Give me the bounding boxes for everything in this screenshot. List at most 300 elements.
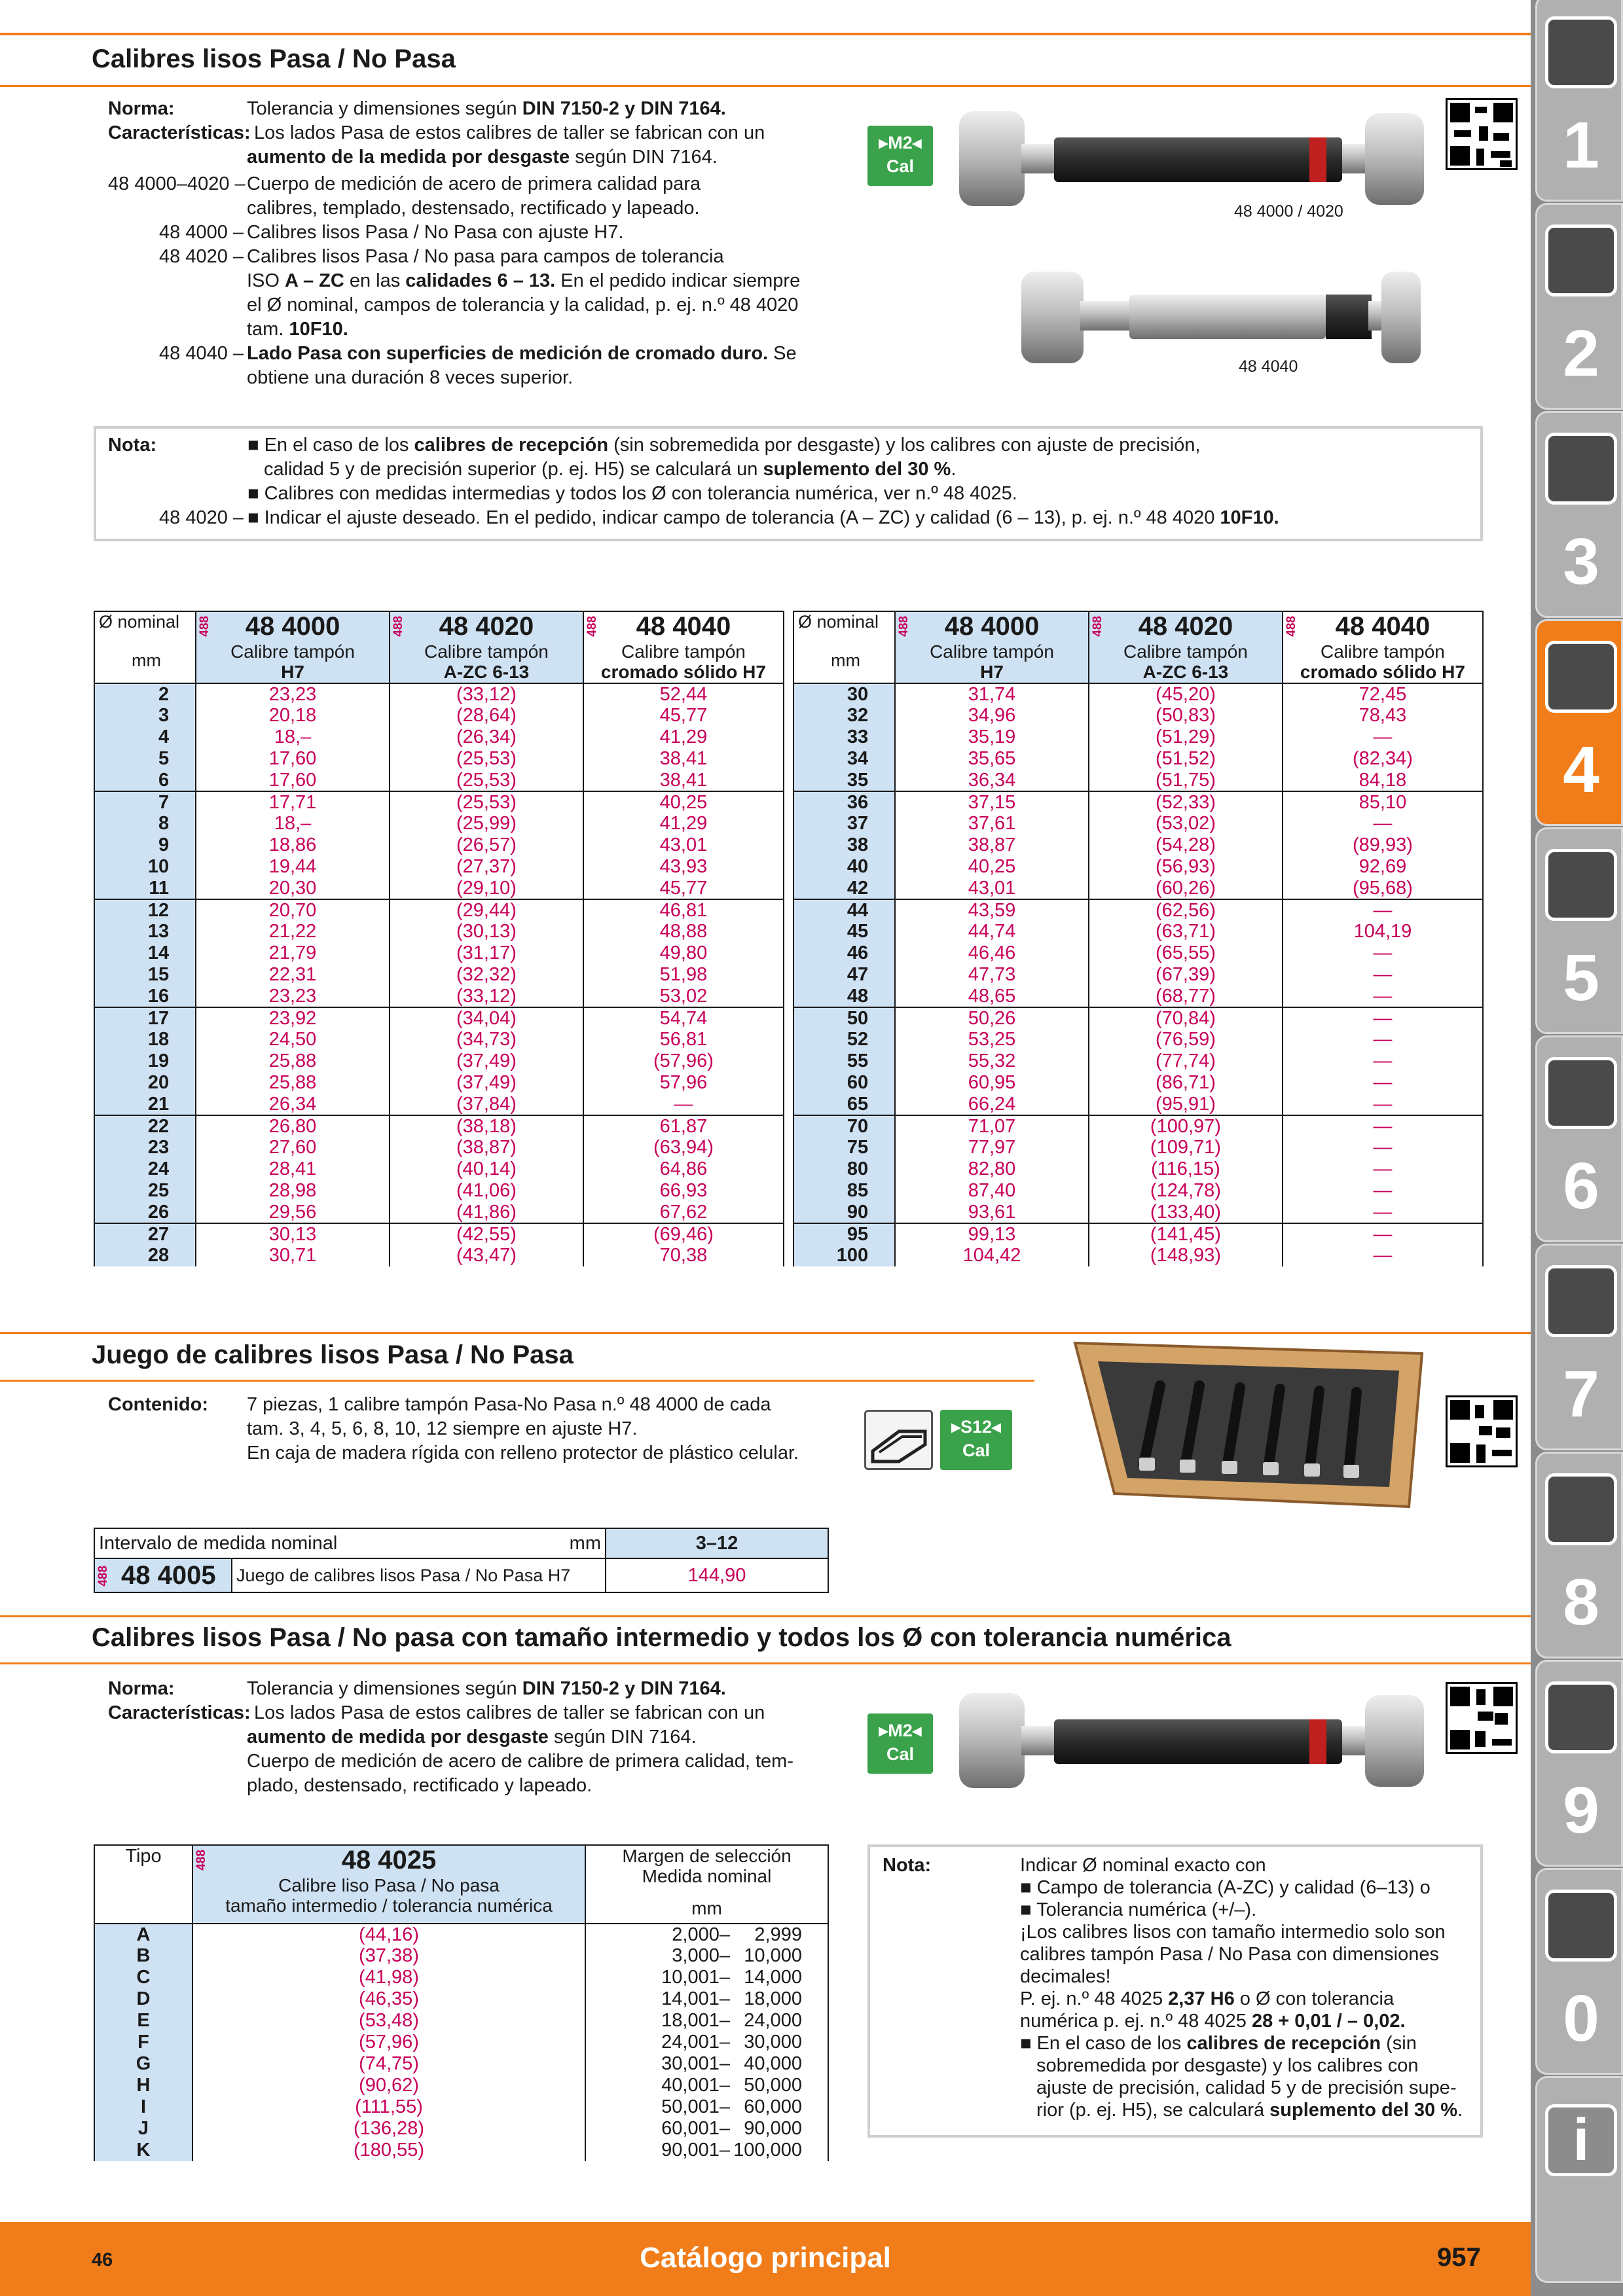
nominal-size: 19 (94, 1050, 196, 1072)
table-row (793, 813, 1483, 834)
price-484000: 37,61 (895, 813, 1089, 834)
price-484020: (26,57) (390, 834, 583, 856)
table-row (94, 1924, 828, 1945)
chapter-icon (1545, 1057, 1617, 1129)
range-from: 40,001– (661, 2075, 730, 2096)
header-margin (585, 1845, 828, 1924)
nominal-size: 14 (94, 942, 196, 964)
table-row (793, 726, 1483, 748)
r3-l1: Calibres lisos Pasa / No pasa para campos de tolerancia (247, 246, 724, 267)
price-484000: 37,15 (895, 791, 1089, 813)
price-484020: (148,93) (1089, 1245, 1283, 1266)
price-484040: (57,96) (583, 1050, 784, 1072)
price-484000: 17,71 (196, 791, 390, 813)
nominal-size: 45 (793, 921, 895, 942)
range-from: 14,001– (661, 1988, 730, 2009)
price-484020: (124,78) (1089, 1180, 1283, 1202)
price-484000: 38,87 (895, 834, 1089, 856)
price-484040: — (1283, 1050, 1483, 1072)
s3-car-l2: aumento de medida por desgaste según DIN 7164. (247, 1727, 697, 1748)
nominal-size: 70 (793, 1115, 895, 1137)
price-484000: 71,07 (895, 1115, 1089, 1137)
nominal-size: 32 (793, 705, 895, 726)
header-484020 (1089, 611, 1283, 683)
price-484025: (57,96) (192, 2032, 585, 2053)
price-484000: 30,13 (196, 1223, 390, 1245)
set-table-h1: Intervalo de medida nominal (94, 1528, 505, 1558)
price-484040: — (1283, 813, 1483, 834)
header-sub1: Calibre tampón (1123, 641, 1248, 662)
price-484020: (37,49) (390, 1050, 583, 1072)
header-code: 48 4000 (944, 612, 1040, 641)
price-484000: 17,60 (196, 748, 390, 770)
table-row (793, 834, 1483, 856)
range (585, 2118, 828, 2140)
plug-gauge-chrome-image (1018, 265, 1424, 370)
table-row (94, 1072, 784, 1094)
header-margin-1: Margen de selección (622, 1846, 792, 1866)
header-sub2: H7 (980, 662, 1004, 682)
nominal-size: 11 (94, 878, 196, 899)
nominal-size: 30 (793, 683, 895, 705)
price-484000: 27,60 (196, 1137, 390, 1158)
nominal-size: 37 (793, 813, 895, 834)
header-sub1: Calibre tampón (621, 641, 746, 662)
s3-note-n3: ■ Tolerancia numérica (+/–). (1020, 1899, 1257, 1920)
r3-l2d: calidades 6 – 13. (405, 270, 556, 291)
price-484040: 43,93 (583, 856, 784, 878)
price-484000: 82,80 (895, 1158, 1089, 1180)
intermediate-gauge-image (956, 1690, 1427, 1795)
price-484040: — (1283, 1180, 1483, 1202)
header-484040 (583, 611, 784, 683)
price-484020: (31,17) (390, 942, 583, 964)
table-row (793, 942, 1483, 964)
car-line2-rest: según DIN 7164. (570, 147, 718, 168)
price-484040: 40,25 (583, 791, 784, 813)
table-row (793, 899, 1483, 921)
tipo: I (94, 2096, 192, 2118)
chapter-icon (1545, 1890, 1617, 1962)
price-484000: 31,74 (895, 683, 1089, 705)
table-row (94, 1988, 828, 2010)
price-484040: — (1283, 986, 1483, 1007)
r3-l2b: A – ZC (285, 270, 344, 291)
chapter-tab-8[interactable] (1535, 1452, 1623, 1659)
header-sub2: tamaño intermedio / tolerancia numérica (225, 1895, 553, 1916)
table-row (94, 899, 784, 921)
price-484020: (133,40) (1089, 1202, 1283, 1223)
price-484000: 17,60 (196, 770, 390, 791)
price-484020: (33,12) (390, 986, 583, 1007)
header-sub1: Calibre liso Pasa / No pasa (278, 1875, 500, 1895)
table-row (94, 748, 784, 770)
qr-code-2[interactable] (1446, 1395, 1518, 1467)
r2-l1: Calibres lisos Pasa / No Pasa con ajuste H7. (247, 222, 624, 243)
price-484020: (63,71) (1089, 921, 1283, 942)
price-484040: — (1283, 1137, 1483, 1158)
chapter-tab-i[interactable] (1535, 2076, 1623, 2283)
table-row (94, 770, 784, 791)
table-row (94, 1967, 828, 1988)
price-484025: (74,75) (192, 2053, 585, 2075)
package-cal: Cal (886, 156, 915, 176)
nominal-size: 27 (94, 1223, 196, 1245)
nominal-size: 10 (94, 856, 196, 878)
price-484040: 84,18 (1283, 770, 1483, 791)
r4-l1 (247, 342, 797, 366)
s3-car-label: Características: (108, 1702, 251, 1723)
price-484040: (89,93) (1283, 834, 1483, 856)
price-484040: 41,29 (583, 726, 784, 748)
price-484000: 77,97 (895, 1137, 1089, 1158)
nominal-size: 23 (94, 1137, 196, 1158)
chapter-icon (1545, 1681, 1617, 1753)
top-rule (0, 33, 1531, 35)
price-484040: 51,98 (583, 964, 784, 986)
tag-488: 488 (1284, 616, 1298, 637)
nominal-size: 16 (94, 986, 196, 1007)
price-484000: 19,44 (196, 856, 390, 878)
header-sub1: Calibre tampón (424, 641, 549, 662)
table-row (94, 1245, 784, 1266)
set-table-h3: 3–12 (606, 1528, 828, 1558)
tipo: E (94, 2010, 192, 2032)
chapter-number: 4 (1563, 733, 1599, 806)
price-484040: — (1283, 1072, 1483, 1094)
price-484020: (34,04) (390, 1007, 583, 1029)
price-484020: (41,06) (390, 1180, 583, 1202)
tipo: B (94, 1945, 192, 1967)
header-mm-label: mm (132, 651, 161, 670)
price-484020: (77,74) (1089, 1050, 1283, 1072)
r3-code: 48 4020 – (159, 246, 244, 267)
nominal-size: 9 (94, 834, 196, 856)
table-row (793, 1029, 1483, 1050)
price-484025: (180,55) (192, 2140, 585, 2161)
price-484000: 30,71 (196, 1245, 390, 1266)
price-484040: 61,87 (583, 1115, 784, 1137)
table-row (94, 1223, 784, 1245)
price-table-left (94, 611, 784, 1266)
header-mm: mm (691, 1898, 722, 1918)
price-484040: — (1283, 942, 1483, 964)
chapter-tab-2[interactable] (1535, 203, 1623, 410)
price-484040: — (1283, 1094, 1483, 1115)
header-code: 48 4000 (245, 612, 340, 641)
note-item1-line2: calidad 5 y de precisión superior (p. ej. H5) se calculará un suplemento del 30 %. (264, 459, 957, 480)
chapter-number: 5 (1563, 941, 1599, 1014)
chapter-tab-1[interactable] (1535, 0, 1623, 202)
nominal-size: 100 (793, 1245, 895, 1266)
section-title: Calibres lisos Pasa / No Pasa (92, 45, 456, 73)
content-l2: tam. 3, 4, 5, 6, 8, 10, 12 siempre en ajuste H7. (247, 1418, 638, 1439)
nominal-size: 25 (94, 1180, 196, 1202)
nominal-size: 18 (94, 1029, 196, 1050)
price-484040: 92,69 (1283, 856, 1483, 878)
price-484040: (82,34) (1283, 748, 1483, 770)
section3-title: Calibres lisos Pasa / No pasa con tamaño intermedio y todos los Ø con tolerancia numérica (92, 1623, 1231, 1652)
s3-note-n8: numérica p. ej. n.º 48 4025 28 + 0,01 / – 0,02. (1020, 2011, 1406, 2032)
table-row (793, 1094, 1483, 1115)
chapter-tab-5[interactable] (1535, 827, 1623, 1034)
nominal-size: 38 (793, 834, 895, 856)
header-nominal (94, 611, 196, 683)
price-484000: 25,88 (196, 1072, 390, 1094)
range (585, 2075, 828, 2096)
price-484040: 46,81 (583, 899, 784, 921)
price-484040: 49,80 (583, 942, 784, 964)
nominal-size: 50 (793, 1007, 895, 1029)
table-row (94, 726, 784, 748)
price-484020: (56,93) (1089, 856, 1283, 878)
nominal-size: 90 (793, 1202, 895, 1223)
price-484040: 43,01 (583, 834, 784, 856)
qr-code-3[interactable] (1446, 1682, 1518, 1754)
range (585, 2140, 828, 2161)
s3-note-n10: sobremedida por desgaste) y los calibres con (1036, 2055, 1419, 2076)
s3-norma-text: Tolerancia y dimensiones según DIN 7150-2 y DIN 7164. (247, 1678, 726, 1699)
range-from: 10,001– (661, 1967, 730, 1988)
price-484020: (51,29) (1089, 726, 1283, 748)
price-484000: 21,22 (196, 921, 390, 942)
range-from: 24,001– (661, 2032, 730, 2053)
r4-code: 48 4040 – (159, 343, 244, 364)
section2-title: Juego de calibres lisos Pasa / No Pasa (92, 1340, 574, 1369)
price-484000: 18,– (196, 726, 390, 748)
price-484040: — (1283, 1007, 1483, 1029)
table-row (793, 791, 1483, 813)
nominal-size: 3 (94, 705, 196, 726)
image1-caption: 48 4000 / 4020 (1234, 202, 1343, 221)
price-484040: 53,02 (583, 986, 784, 1007)
footer-title: Catálogo principal (640, 2242, 891, 2274)
note-item3: ■ Indicar el ajuste deseado. En el pedido, indicar campo de tolerancia (A – ZC) y calidad (6 – 13), p. ej. n.º 48 4020 10F10. (247, 507, 1279, 528)
price-484000: 66,24 (895, 1094, 1089, 1115)
price-484040: — (1283, 899, 1483, 921)
nominal-size: 85 (793, 1180, 895, 1202)
table-row (94, 1029, 784, 1050)
r3-l2c: en las (344, 270, 406, 291)
note-item1-line1: ■ En el caso de los calibres de recepción (sin sobremedida por desgaste) y los calibres con ajuste de precisión, (247, 435, 1201, 456)
header-nominal-label: Ø nominal (798, 612, 879, 632)
package-code-2: ▸S12◂ (951, 1417, 1001, 1437)
range-from: 30,001– (661, 2053, 730, 2074)
table-row (94, 964, 784, 986)
footer-left-page: 46 (92, 2250, 113, 2270)
nominal-size: 2 (94, 683, 196, 705)
s3-note-n9: ■ En el caso de los calibres de recepción (sin (1020, 2033, 1417, 2054)
price-484040: 52,44 (583, 683, 784, 705)
nominal-size: 80 (793, 1158, 895, 1180)
range-to: 40,000 (744, 2053, 802, 2074)
range (585, 1945, 828, 1967)
chapter-tab-3[interactable] (1535, 411, 1623, 618)
set-table-code: 488 48 4005 (94, 1558, 232, 1592)
price-484000: 87,40 (895, 1180, 1089, 1202)
header-mm-label: mm (831, 651, 860, 670)
price-484000: 53,25 (895, 1029, 1089, 1050)
set-table-h2: mm (505, 1528, 606, 1558)
table-row (94, 1050, 784, 1072)
car-line2 (247, 145, 718, 170)
range-from: 50,001– (661, 2096, 730, 2117)
header-sub1: Calibre tampón (230, 641, 355, 662)
range (585, 2096, 828, 2118)
price-484040: 78,43 (1283, 705, 1483, 726)
nominal-size: 46 (793, 942, 895, 964)
price-484020: (45,20) (1089, 683, 1283, 705)
price-484040: 64,86 (583, 1158, 784, 1180)
price-table-right (793, 611, 1484, 1266)
info-icon (1545, 2104, 1617, 2176)
r3-l4a: tam. (247, 319, 289, 340)
table-row (793, 856, 1483, 878)
price-484000: 104,42 (895, 1245, 1089, 1266)
price-484000: 23,23 (196, 986, 390, 1007)
range (585, 2010, 828, 2032)
nominal-size: 7 (94, 791, 196, 813)
price-484000: 46,46 (895, 942, 1089, 964)
price-484000: 34,96 (895, 705, 1089, 726)
range-to: 14,000 (744, 1967, 802, 1988)
qr-code[interactable] (1446, 98, 1518, 170)
range-to: 50,000 (744, 2075, 802, 2096)
tag-488: 488 (198, 616, 212, 637)
range-from: 90,001– (661, 2140, 730, 2161)
table-row (793, 683, 1483, 705)
table-row (793, 1137, 1483, 1158)
footer-bar (0, 2222, 1531, 2296)
header-code: 48 4020 (439, 612, 534, 641)
table-row (94, 1115, 784, 1137)
range (585, 1967, 828, 1988)
content-l3: En caja de madera rígida con relleno protector de plástico celular. (247, 1443, 799, 1463)
range-to: 10,000 (744, 1945, 802, 1966)
price-484020: (60,26) (1089, 878, 1283, 899)
price-484040: 54,74 (583, 1007, 784, 1029)
price-484000: 26,34 (196, 1094, 390, 1115)
chapter-tab-4[interactable] (1535, 619, 1623, 826)
range-to: 90,000 (744, 2118, 802, 2139)
s3-note-n2: ■ Campo de tolerancia (A-ZC) y calidad (6–13) o (1020, 1877, 1431, 1898)
table-row (793, 1007, 1483, 1029)
table-row (793, 1180, 1483, 1202)
norma-pre: Tolerancia y dimensiones según (247, 98, 522, 119)
table-row (793, 964, 1483, 986)
chapter-number: 1 (1563, 109, 1599, 182)
s3-norma-label: Norma: (108, 1678, 175, 1699)
price-484000: 35,65 (895, 748, 1089, 770)
tipo: F (94, 2032, 192, 2053)
price-484040: 45,77 (583, 705, 784, 726)
price-484025: (111,55) (192, 2096, 585, 2118)
price-484020: (29,10) (390, 878, 583, 899)
header-sub1: Calibre tampón (930, 641, 1054, 662)
table-row (793, 878, 1483, 899)
price-484040: — (1283, 1115, 1483, 1137)
range (585, 1924, 828, 1945)
nominal-size: 21 (94, 1094, 196, 1115)
price-484040: 85,10 (1283, 791, 1483, 813)
package-badge (867, 126, 933, 186)
chapter-icon (1545, 224, 1617, 296)
r4-l1b: Lado Pasa con superficies de medición de cromado duro. (247, 343, 769, 364)
content-l1: 7 piezas, 1 calibre tampón Pasa-No Pasa n.º 48 4000 de cada (247, 1394, 771, 1415)
chapter-tab-9[interactable] (1535, 1660, 1623, 1867)
header-484040 (1283, 611, 1483, 683)
price-484000: 60,95 (895, 1072, 1089, 1094)
set-table-price: 144,90 (606, 1558, 828, 1592)
wood-box-icon (864, 1410, 933, 1470)
chapter-tab-7[interactable] (1535, 1244, 1623, 1450)
table-row (94, 2118, 828, 2140)
price-484040: 38,41 (583, 748, 784, 770)
price-484000: 50,26 (895, 1007, 1089, 1029)
table-row (94, 878, 784, 899)
table-row (793, 986, 1483, 1007)
table-row (94, 813, 784, 834)
table-row (94, 683, 784, 705)
table-row (94, 1137, 784, 1158)
plug-gauge-image (956, 108, 1427, 213)
price-484000: 43,01 (895, 878, 1089, 899)
price-484040: 45,77 (583, 878, 784, 899)
price-484020: (25,53) (390, 748, 583, 770)
header-nominal (793, 611, 895, 683)
range-to: 24,000 (744, 2010, 802, 2031)
price-484020: (30,13) (390, 921, 583, 942)
chapter-tab-6[interactable] (1535, 1035, 1623, 1242)
table-row (94, 705, 784, 726)
tipo: C (94, 1967, 192, 1988)
range-to: 30,000 (744, 2032, 802, 2053)
price-484020: (41,86) (390, 1202, 583, 1223)
s3-car-l4: plado, destensado, rectificado y lapeado. (247, 1775, 593, 1796)
price-484000: 93,61 (895, 1202, 1089, 1223)
price-484025: (90,62) (192, 2075, 585, 2096)
tag-488: 488 (391, 616, 405, 637)
nominal-size: 75 (793, 1137, 895, 1158)
chapter-tab-0[interactable] (1535, 1868, 1623, 2075)
price-484020: (40,14) (390, 1158, 583, 1180)
table-row (793, 1202, 1483, 1223)
range (585, 2032, 828, 2053)
r2-code: 48 4000 – (159, 222, 244, 243)
price-484020: (100,97) (1089, 1115, 1283, 1137)
price-484020: (53,02) (1089, 813, 1283, 834)
info-label: i (1573, 2108, 1590, 2173)
header-code: 48 4020 (1138, 612, 1233, 641)
s3-car-l1: Los lados Pasa de estos calibres de taller se fabrican con un (254, 1702, 765, 1723)
price-484020: (116,15) (1089, 1158, 1283, 1180)
table-row (94, 921, 784, 942)
price-484020: (95,91) (1089, 1094, 1283, 1115)
price-484040: 104,19 (1283, 921, 1483, 942)
nominal-size: 35 (793, 770, 895, 791)
table-row (793, 748, 1483, 770)
tag-488: 488 (897, 616, 911, 637)
header-margin-2: Medida nominal (642, 1866, 772, 1886)
chapter-number: 0 (1563, 1982, 1599, 2055)
price-484025: (53,48) (192, 2010, 585, 2032)
chapter-icon (1545, 641, 1617, 713)
price-484020: (51,75) (1089, 770, 1283, 791)
s3-note-n12: rior (p. ej. H5), se calculará suplemento del 30 %. (1036, 2100, 1463, 2121)
price-484000: 43,59 (895, 899, 1089, 921)
nominal-size: 44 (793, 899, 895, 921)
price-484020: (50,83) (1089, 705, 1283, 726)
